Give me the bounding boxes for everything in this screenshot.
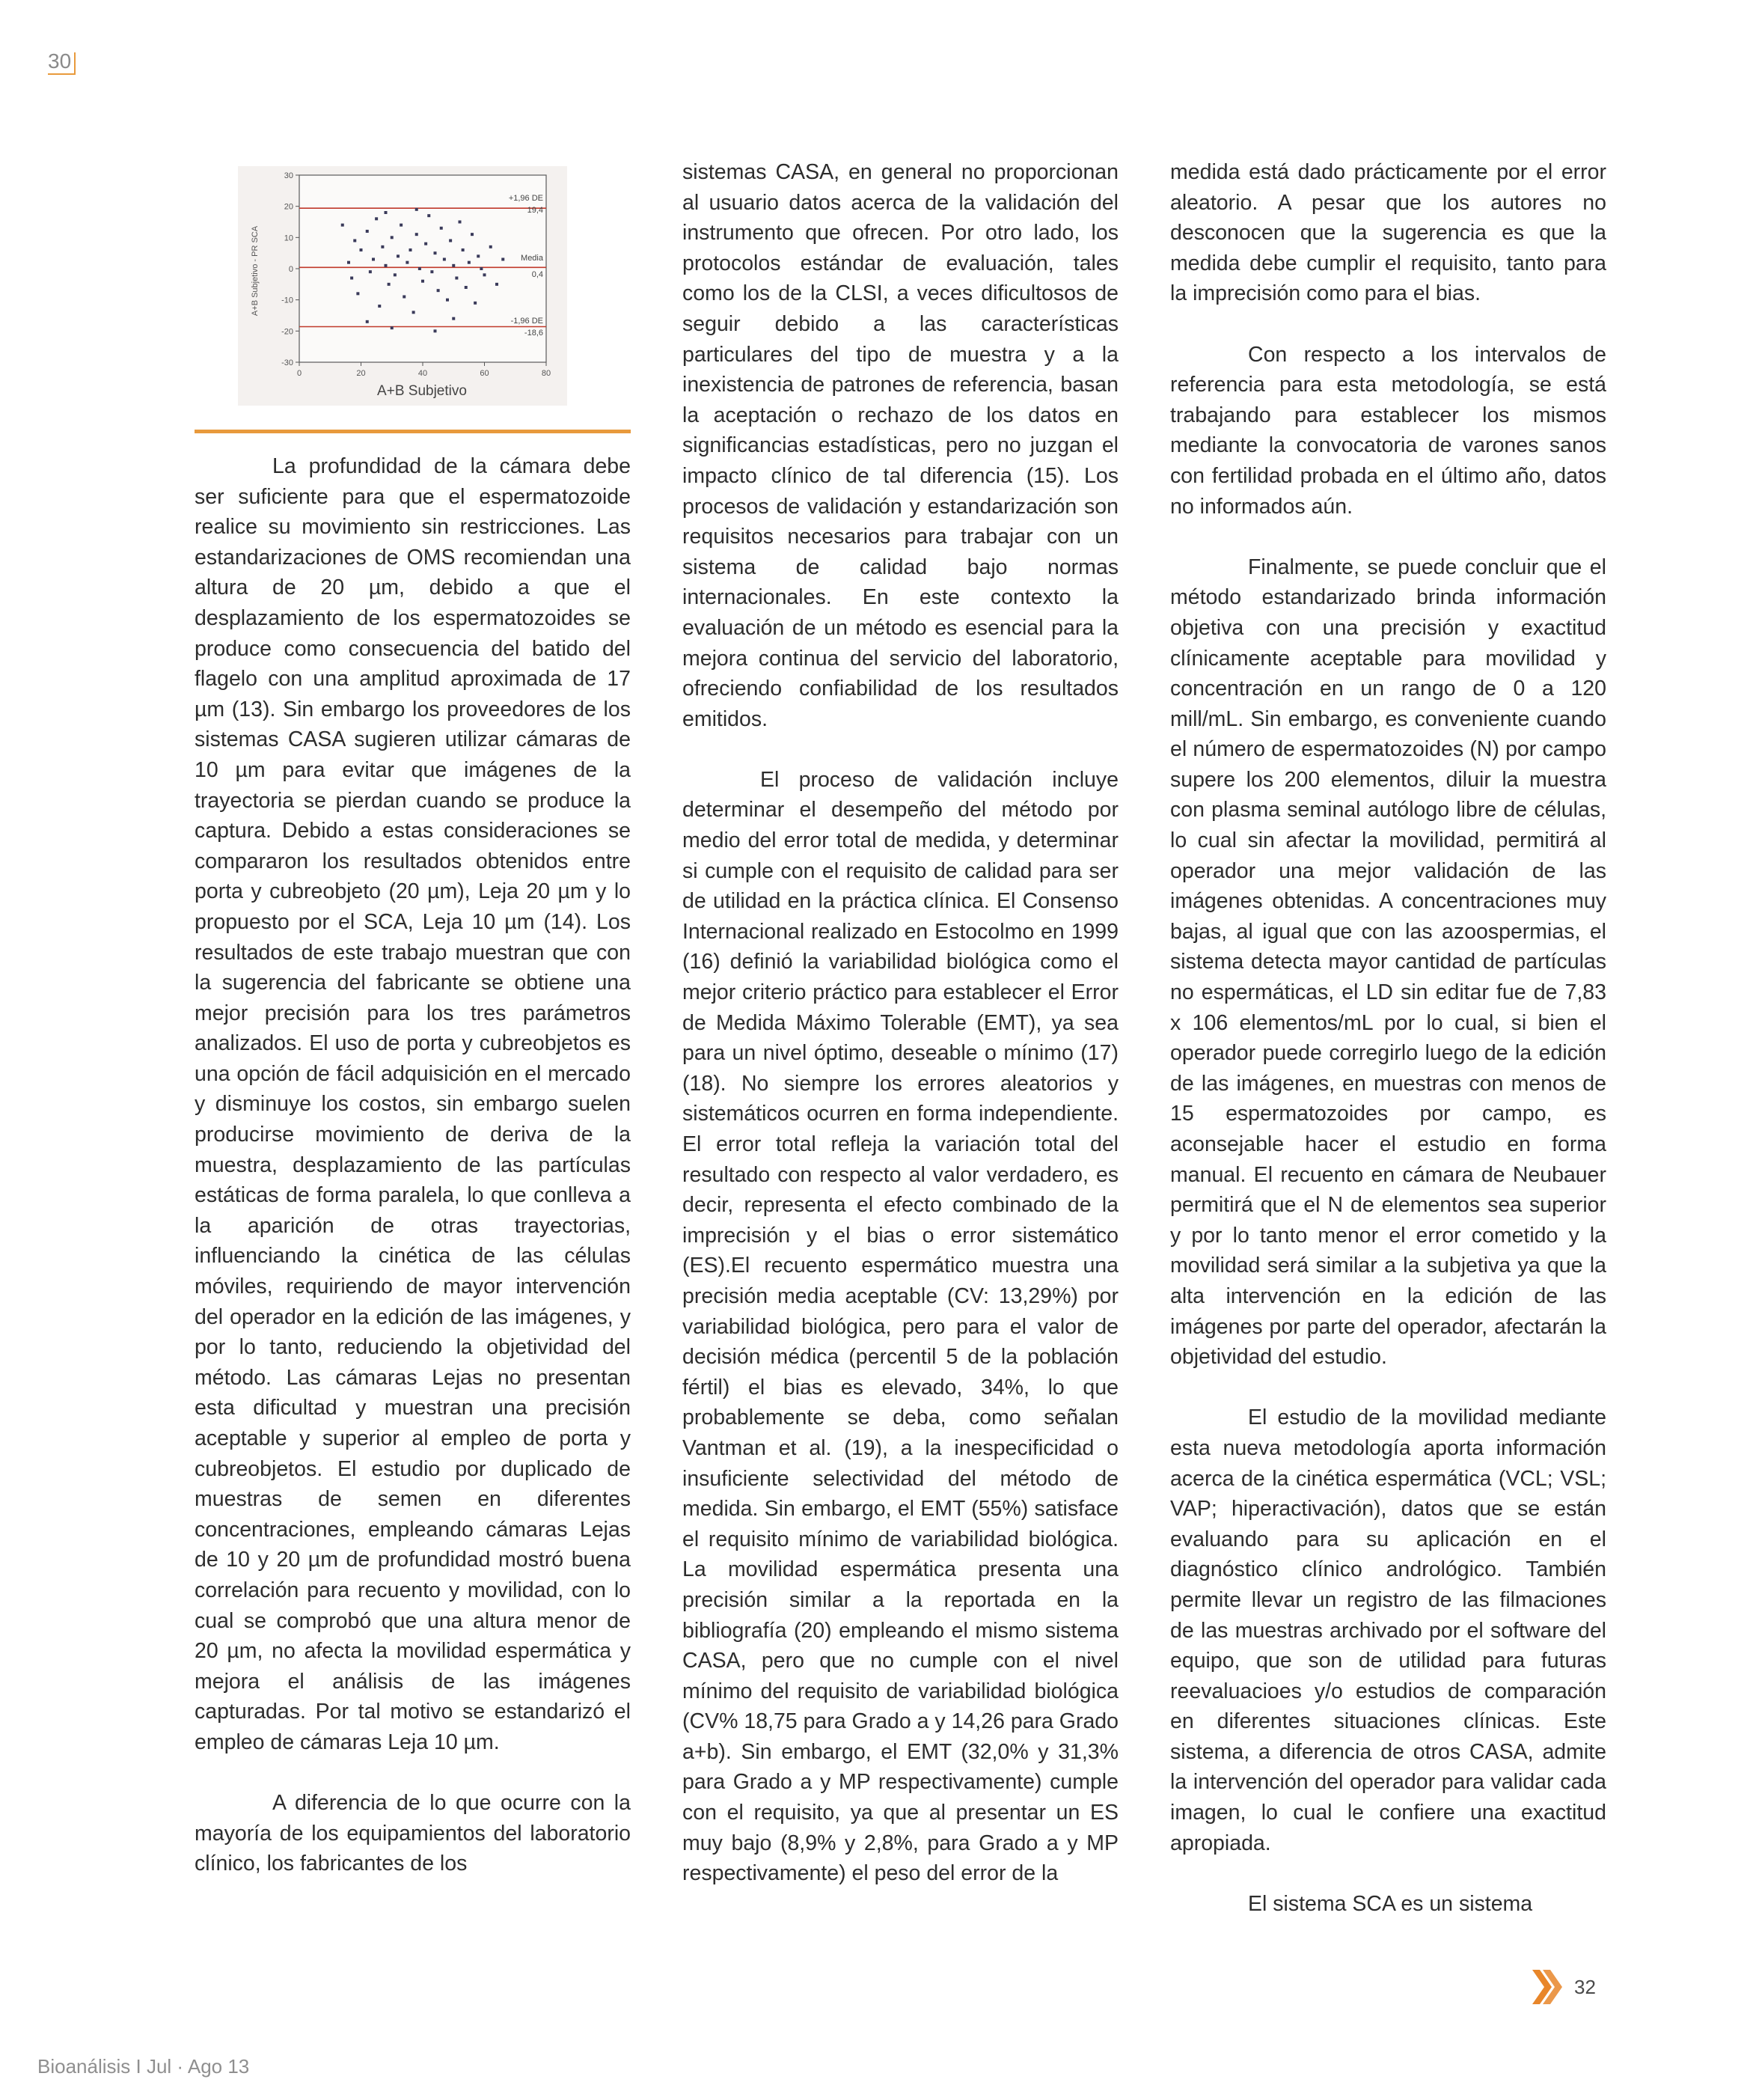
x-tick-label: 40	[417, 369, 428, 378]
paragraph: El sistema SCA es un sistema	[1248, 1891, 1533, 1916]
header-page-number: 30	[48, 49, 76, 75]
x-tick-label: 20	[356, 369, 366, 378]
lower-line-value: -18,6	[524, 329, 543, 338]
double-arrow-icon	[1531, 1968, 1565, 2006]
y-tick-label: -10	[281, 296, 293, 305]
paragraph: El proceso de validación incluye determinar el desempeño del método por medio del error total de medida, y determinar si cumple con el requisito de calidad para ser de utilidad en la práctica clínica. El Consenso Internacional realizado en Estocolmo en 1999 (16) definió la variabilidad biológica como el mejor criterio práctico para establecer el Error de Medida Máximo Tolerable (EMT), ya sea para un nivel óptimo, deseable o mínimo (17) (18). No siempre los errores aleatorios y sistemáticos ocurren en forma independiente. El error total refleja la variación total del resultado con respecto al valor verdadero, es decir, representa el efecto combinado de la imprecisión y el bias o error sistemático (ES).El recuento espermático muestra una precisión media aceptable (CV: 13,29%) por variabilidad biológica, pero para el valor de decisión médica (percentil 5 de la población fértil) el bias es elevado, 34%, lo que probablemente se deba, como señalan Vantman et al. (19), a la inespecificidad o insuficiente selectividad del método de medida. Sin embargo, el EMT (55%) satisface el requisito mínimo de variabilidad biológica. La movilidad espermática presenta una precisión similar a la reportada en la bibliografía (20) empleando el mismo sistema CASA, pero que no cumple con el nivel mínimo del requisito de variabilidad biológica (CV% 18,75 para Grado a y 14,26 para Grado a+b). Sin embargo, el EMT (32,0% y 31,3% para Grado a y MP respectivamente) cumple con el requisito, ya que al presentar un ES muy bajo (8,9% y 2,8%, para Grado a y MP respectivamente) el peso del error de la	[682, 767, 1119, 1886]
x-tick-label: 0	[296, 369, 302, 378]
paragraph: Finalmente, se puede concluir que el método estandarizado brinda información objetiva con una precisión y exactitud clínicamente aceptable para movilidad y concentración en un rango de 0 a 120 mill/mL. Sin embargo, es conveniente cuando el número de espermatozoides (N) por campo supere los 200 elementos, diluir la muestra con plasma seminal autólogo libre de células, lo cual sin afectar la movilidad, permitirá al operador una mejor validación de las imágenes obtenidas. A concentraciones muy bajas, al igual que con las azoospermias, el sistema detecta mayor cantidad de partículas no espermáticas, el LD sin editar fue de 7,83 x 106 elementos/mL por lo cual, si bien el operador puede corregirlo luego de la edición de las imágenes, en muestras con menos de 15 espermatozoides por campo, es aconsejable hacer el estudio en forma manual. El recuento en cámara de Neubauer permitirá que el N de elementos sea superior y por lo tanto menor el error cometido y la movilidad será similar a la subjetiva ya que la alta intervención en la edición de las imágenes por parte del operador, afectarán la objetividad del estudio.	[1170, 555, 1606, 1370]
y-tick-label: 10	[284, 233, 293, 243]
footer-page-nav	[1531, 1968, 1596, 2006]
y-tick-label: 0	[288, 265, 293, 274]
y-axis-label: A+B Subjetivo - PR SCA	[251, 225, 260, 317]
upper-line-value: 19,4	[527, 206, 543, 215]
paragraph: Con respecto a los intervalos de referencia para esta metodología, se está trabajando para establecer los mismos mediante la convocatoria de varones sanos con fertilidad probada en el último año, datos no informados aún.	[1170, 342, 1606, 519]
paragraph: El estudio de la movilidad mediante esta nueva metodología aporta información acerca de la cinética espermática (VCL; VSL; VAP; hiperactivación), datos que se están evaluando para su aplicación en el diagnóstico clínico andrológico. También permite llevar un registro de las filmaciones de las muestras archivado por el software del equipo, que son de utilidad para futuras reevaluacioes y/o estudios de comparación en diferentes situaciones clínicas. Este sistema, a diferencia de otros CASA, admite la intervención del operador para validar cada imagen, lo cual le confiere una exactitud apropiada.	[1170, 1405, 1606, 1855]
mean-line-value: 0,4	[531, 270, 543, 279]
y-tick-label: 30	[284, 171, 293, 180]
y-tick-label: 20	[284, 202, 293, 212]
footer-page-number: 32	[1574, 1975, 1596, 1998]
paragraph: La profundidad de la cámara debe ser suficiente para que el espermatozoide realice su movimiento sin restricciones. Las estandarizaciones de OMS recomiendan una altura de 20 µm, debido a que el desplazamiento de los espermatozoides se produce como consecuencia del batido del flagelo con una amplitud aproximada de 17 µm (13). Sin embargo los proveedores de los sistemas CASA sugieren utilizar cámaras de 10 µm para evitar que imágenes de la trayectoria se pierdan cuando se produce la captura. Debido a estas consideraciones se compararon los resultados obtenidos entre porta y cubreobjeto (20 µm), Leja 20 µm y lo propuesto por el SCA, Leja 10 µm (14). Los resultados de este trabajo muestran que con la sugerencia del fabricante se obtiene una mejor precisión para los tres parámetros analizados. El uso de porta y cubreobjetos es una opción de fácil adquisición en el mercado y disminuye los costos, sin embargo suelen producirse movimiento de deriva de la muestra, desplazamiento de las partículas estáticas de forma paralela, lo que conlleva a la aparición de otras trayectorias, influenciando la cinética de las células móviles, requiriendo de mayor intervención del operador en la edición de las imágenes, y por lo tanto, reduciendo la objetividad del método. Las cámaras Lejas no presentan esta dificultad y muestran una precisión aceptable y superior al empleo de porta y cubreobjetos. El estudio por duplicado de muestras de semen en diferentes concentraciones, empleando cámaras Lejas de 10 y 20 µm de profundidad mostró buena correlación para recuento y movilidad, con lo cual se comprobó que una altura menor de 20 µm, no afecta la movilidad espermática y mejora el análisis de las imágenes capturadas. Por tal motivo se estandarizó el empleo de cámaras Leja 10 µm.	[195, 454, 631, 1754]
lower-line-label: -1,96 DE	[510, 317, 543, 326]
mean-line-label: Media	[521, 254, 543, 263]
y-tick-label: -20	[281, 327, 293, 337]
paragraph: sistemas CASA, en general no proporcionan al usuario datos acerca de la validación del instrumento que ofrecen. Por otro lado, los protocolos estándar de evaluación, tales como los de la CLSI, a veces dificultosos de seguir debido a las características particulares del tipo de muestra y a la inexistencia de patrones de referencia, basan la aceptación o rechazo de los datos en significancias estadísticas, pero no juzgan el impacto clínico de tal diferencia (15). Los procesos de validación y estandarización son requisitos necesarios para trabajar con un sistema de calidad bajo normas internacionales. En este contexto la evaluación de un método es esencial para la mejora continua del servicio del laboratorio, ofreciendo confiabilidad de los resultados emitidos.	[682, 160, 1119, 731]
paragraph: A diferencia de lo que ocurre con la mayoría de los equipamientos del laboratorio clínico, los fabricantes de los	[195, 1791, 631, 1876]
upper-line-label: +1,96 DE	[508, 194, 543, 203]
paragraph: medida está dado prácticamente por el error aleatorio. A pesar que los autores no desconocen que la sugerencia es que la medida debe cumplir el requisito, tanto para la imprecisión como para el bias.	[1170, 160, 1606, 306]
x-tick-label: 80	[541, 369, 551, 378]
column-3	[1170, 157, 1606, 1950]
y-tick-label: -30	[281, 358, 293, 367]
x-tick-label: 60	[480, 369, 489, 378]
x-axis-label: A+B Subjetivo	[377, 383, 467, 399]
column-2	[682, 157, 1119, 1919]
footer-publication: Bioanálisis I Jul · Ago 13	[37, 2055, 250, 2078]
column-1	[195, 171, 631, 1910]
